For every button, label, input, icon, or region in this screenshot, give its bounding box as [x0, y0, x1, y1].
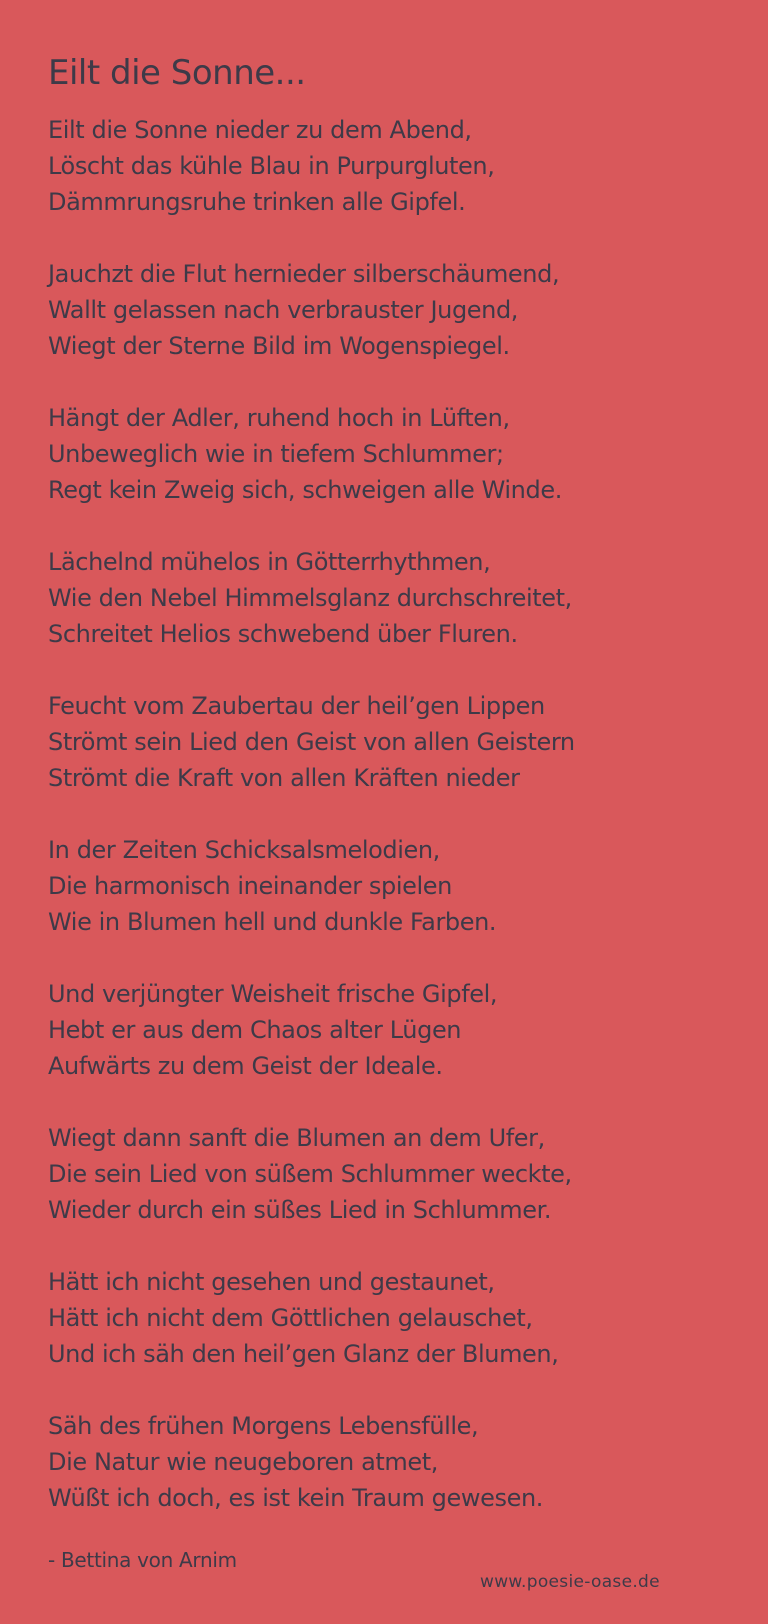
- poem-line: Wiegt der Sterne Bild im Wogenspiegel.: [48, 332, 510, 360]
- stanza-4: [48, 544, 748, 652]
- poem-author: - Bettina von Arnim: [48, 1548, 237, 1572]
- poem-line: Jauchzt die Flut hernieder silberschäumend,: [48, 260, 560, 288]
- poem-line: Lächelnd mühelos in Götterrhythmen,: [48, 548, 491, 576]
- poem-line: Unbeweglich wie in tiefem Schlummer;: [48, 440, 504, 468]
- poem-line: Hängt der Adler, ruhend hoch in Lüften,: [48, 404, 510, 432]
- poem-line: Regt kein Zweig sich, schweigen alle Winde.: [48, 476, 562, 504]
- poem-line: Schreitet Helios schwebend über Fluren.: [48, 620, 518, 648]
- stanza-3: [48, 400, 748, 508]
- poem-line: Die harmonisch ineinander spielen: [48, 872, 452, 900]
- poem-line: Hätt ich nicht dem Göttlichen gelauschet,: [48, 1304, 533, 1332]
- poem-line: Wieder durch ein süßes Lied in Schlummer.: [48, 1196, 552, 1224]
- poem-line: Wiegt dann sanft die Blumen an dem Ufer,: [48, 1124, 545, 1152]
- poem-line: Aufwärts zu dem Geist der Ideale.: [48, 1052, 443, 1080]
- stanza-6: [48, 832, 748, 940]
- stanza-5: [48, 688, 748, 796]
- poem-line: Und ich säh den heil’gen Glanz der Blumen,: [48, 1340, 559, 1368]
- website-credit: www.poesie-oase.de: [480, 1572, 660, 1592]
- stanza-10: [48, 1408, 748, 1516]
- stanza-8: [48, 1120, 748, 1228]
- stanza-7: [48, 976, 748, 1084]
- poem-line: Die Natur wie neugeboren atmet,: [48, 1448, 438, 1476]
- poem-line: Strömt sein Lied den Geist von allen Geistern: [48, 728, 575, 756]
- stanza-2: [48, 256, 748, 364]
- poem-line: Hebt er aus dem Chaos alter Lügen: [48, 1016, 462, 1044]
- poem-container: [48, 50, 748, 1552]
- poem-line: Wie in Blumen hell und dunkle Farben.: [48, 908, 497, 936]
- poem-line: Wallt gelassen nach verbrauster Jugend,: [48, 296, 519, 324]
- poem-line: In der Zeiten Schicksalsmelodien,: [48, 836, 440, 864]
- poem-line: Dämmrungsruhe trinken alle Gipfel.: [48, 188, 466, 216]
- poem-line: Wie den Nebel Himmelsglanz durchschreitet,: [48, 584, 572, 612]
- poem-line: Löscht das kühle Blau in Purpurgluten,: [48, 152, 495, 180]
- poem-title: Eilt die Sonne...: [48, 53, 306, 93]
- poem-line: Die sein Lied von süßem Schlummer weckte,: [48, 1160, 572, 1188]
- stanza-1: [48, 112, 748, 220]
- poem-line: Feucht vom Zaubertau der heil’gen Lippen: [48, 692, 545, 720]
- stanza-9: [48, 1264, 748, 1372]
- poem-line: Strömt die Kraft von allen Kräften nieder: [48, 764, 520, 792]
- poem-line: Wüßt ich doch, es ist kein Traum gewesen.: [48, 1484, 543, 1512]
- poem-line: Hätt ich nicht gesehen und gestaunet,: [48, 1268, 495, 1296]
- poem-line: Und verjüngter Weisheit frische Gipfel,: [48, 980, 498, 1008]
- poem-line: Säh des frühen Morgens Lebensfülle,: [48, 1412, 479, 1440]
- poem-line: Eilt die Sonne nieder zu dem Abend,: [48, 116, 472, 144]
